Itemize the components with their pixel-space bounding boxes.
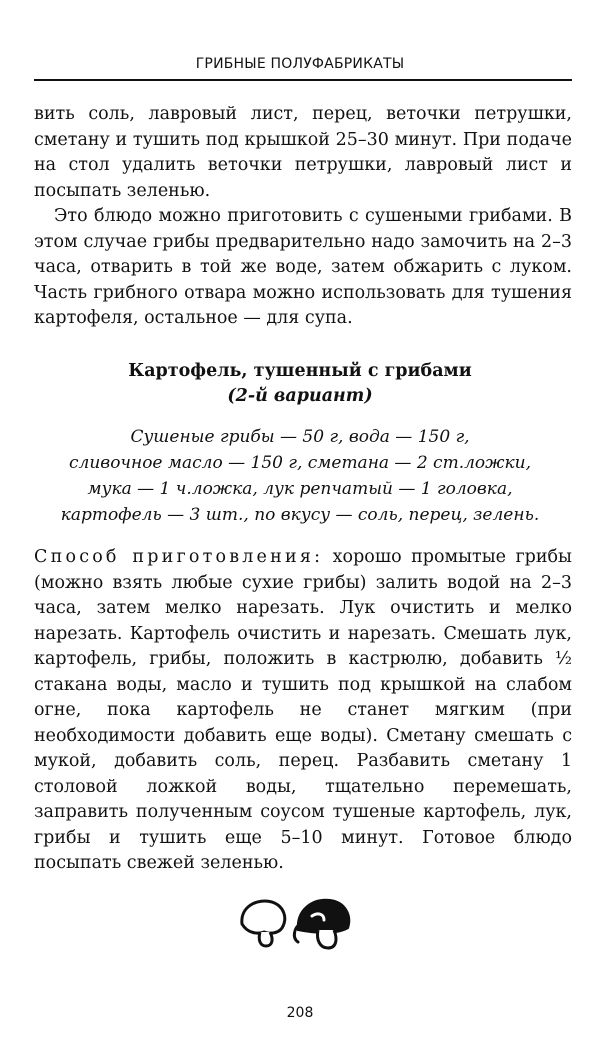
running-header: ГРИБНЫЕ ПОЛУФАБРИКАТЫ bbox=[195, 56, 405, 72]
header-rule bbox=[34, 79, 572, 81]
ingredient-line: картофель — 3 шт., по вкусу — соль, перец, зелень. bbox=[60, 505, 540, 525]
method-text: хорошо промытые грибы (можно взять любые сухие грибы) залить водой на 2–3 часа, затем мелко нарезать. Лук очистить и мелко нарезать. Картофель очистить и нарезать. Смешать лук, картофель, грибы, положить в кастрюлю, добавить ½ стакана воды, масло и тушить под крышкой на слабом огне, пока картофель не станет мягким (при необходимости добавить еще воды). Сметану смешать с мукой, добавить соль, перец. Разбавить сметану 1 столовой ложкой воды, тщательно перемешать, заправить полученным соусом тушеные картофель, лук, грибы и тушить еще 5–10 минут. Готовое блюдо посыпать свежей зеленью. bbox=[34, 547, 572, 873]
page-number: 208 bbox=[286, 1005, 314, 1021]
paragraph-dried-mushrooms-note: Это блюдо можно приготовить с сушеными грибами. В этом случае грибы предварительно надо замочить на 2–3 часа, отварить в той же воде, затем обжарить с луком. Часть грибного отвара можно использовать для тушения картофеля, остальное — для супа. bbox=[34, 206, 572, 328]
ingredient-line: мука — 1 ч.ложка, лук репчатый — 1 головка, bbox=[87, 479, 513, 499]
recipe-variant: (2-й вариант) bbox=[227, 386, 373, 406]
recipe-title: Картофель, тушенный с грибами bbox=[128, 361, 472, 381]
ingredient-line: Сушеные грибы — 50 г, вода — 150 г, bbox=[130, 427, 470, 447]
mushrooms-ornament-icon bbox=[238, 894, 356, 952]
paragraph-continuation: вить соль, лавровый лист, перец, веточки петрушки, сметану и тушить под крышкой 25–30 минут. При подаче на стол удалить веточки петрушки, лавровый лист и посыпать зеленью. bbox=[34, 104, 572, 201]
ingredient-line: сливочное масло — 150 г, сметана — 2 ст.ложки, bbox=[69, 453, 531, 473]
method-label: Способ приготовления: bbox=[34, 547, 324, 567]
method-paragraph bbox=[34, 545, 572, 877]
ingredients-list bbox=[0, 424, 600, 528]
